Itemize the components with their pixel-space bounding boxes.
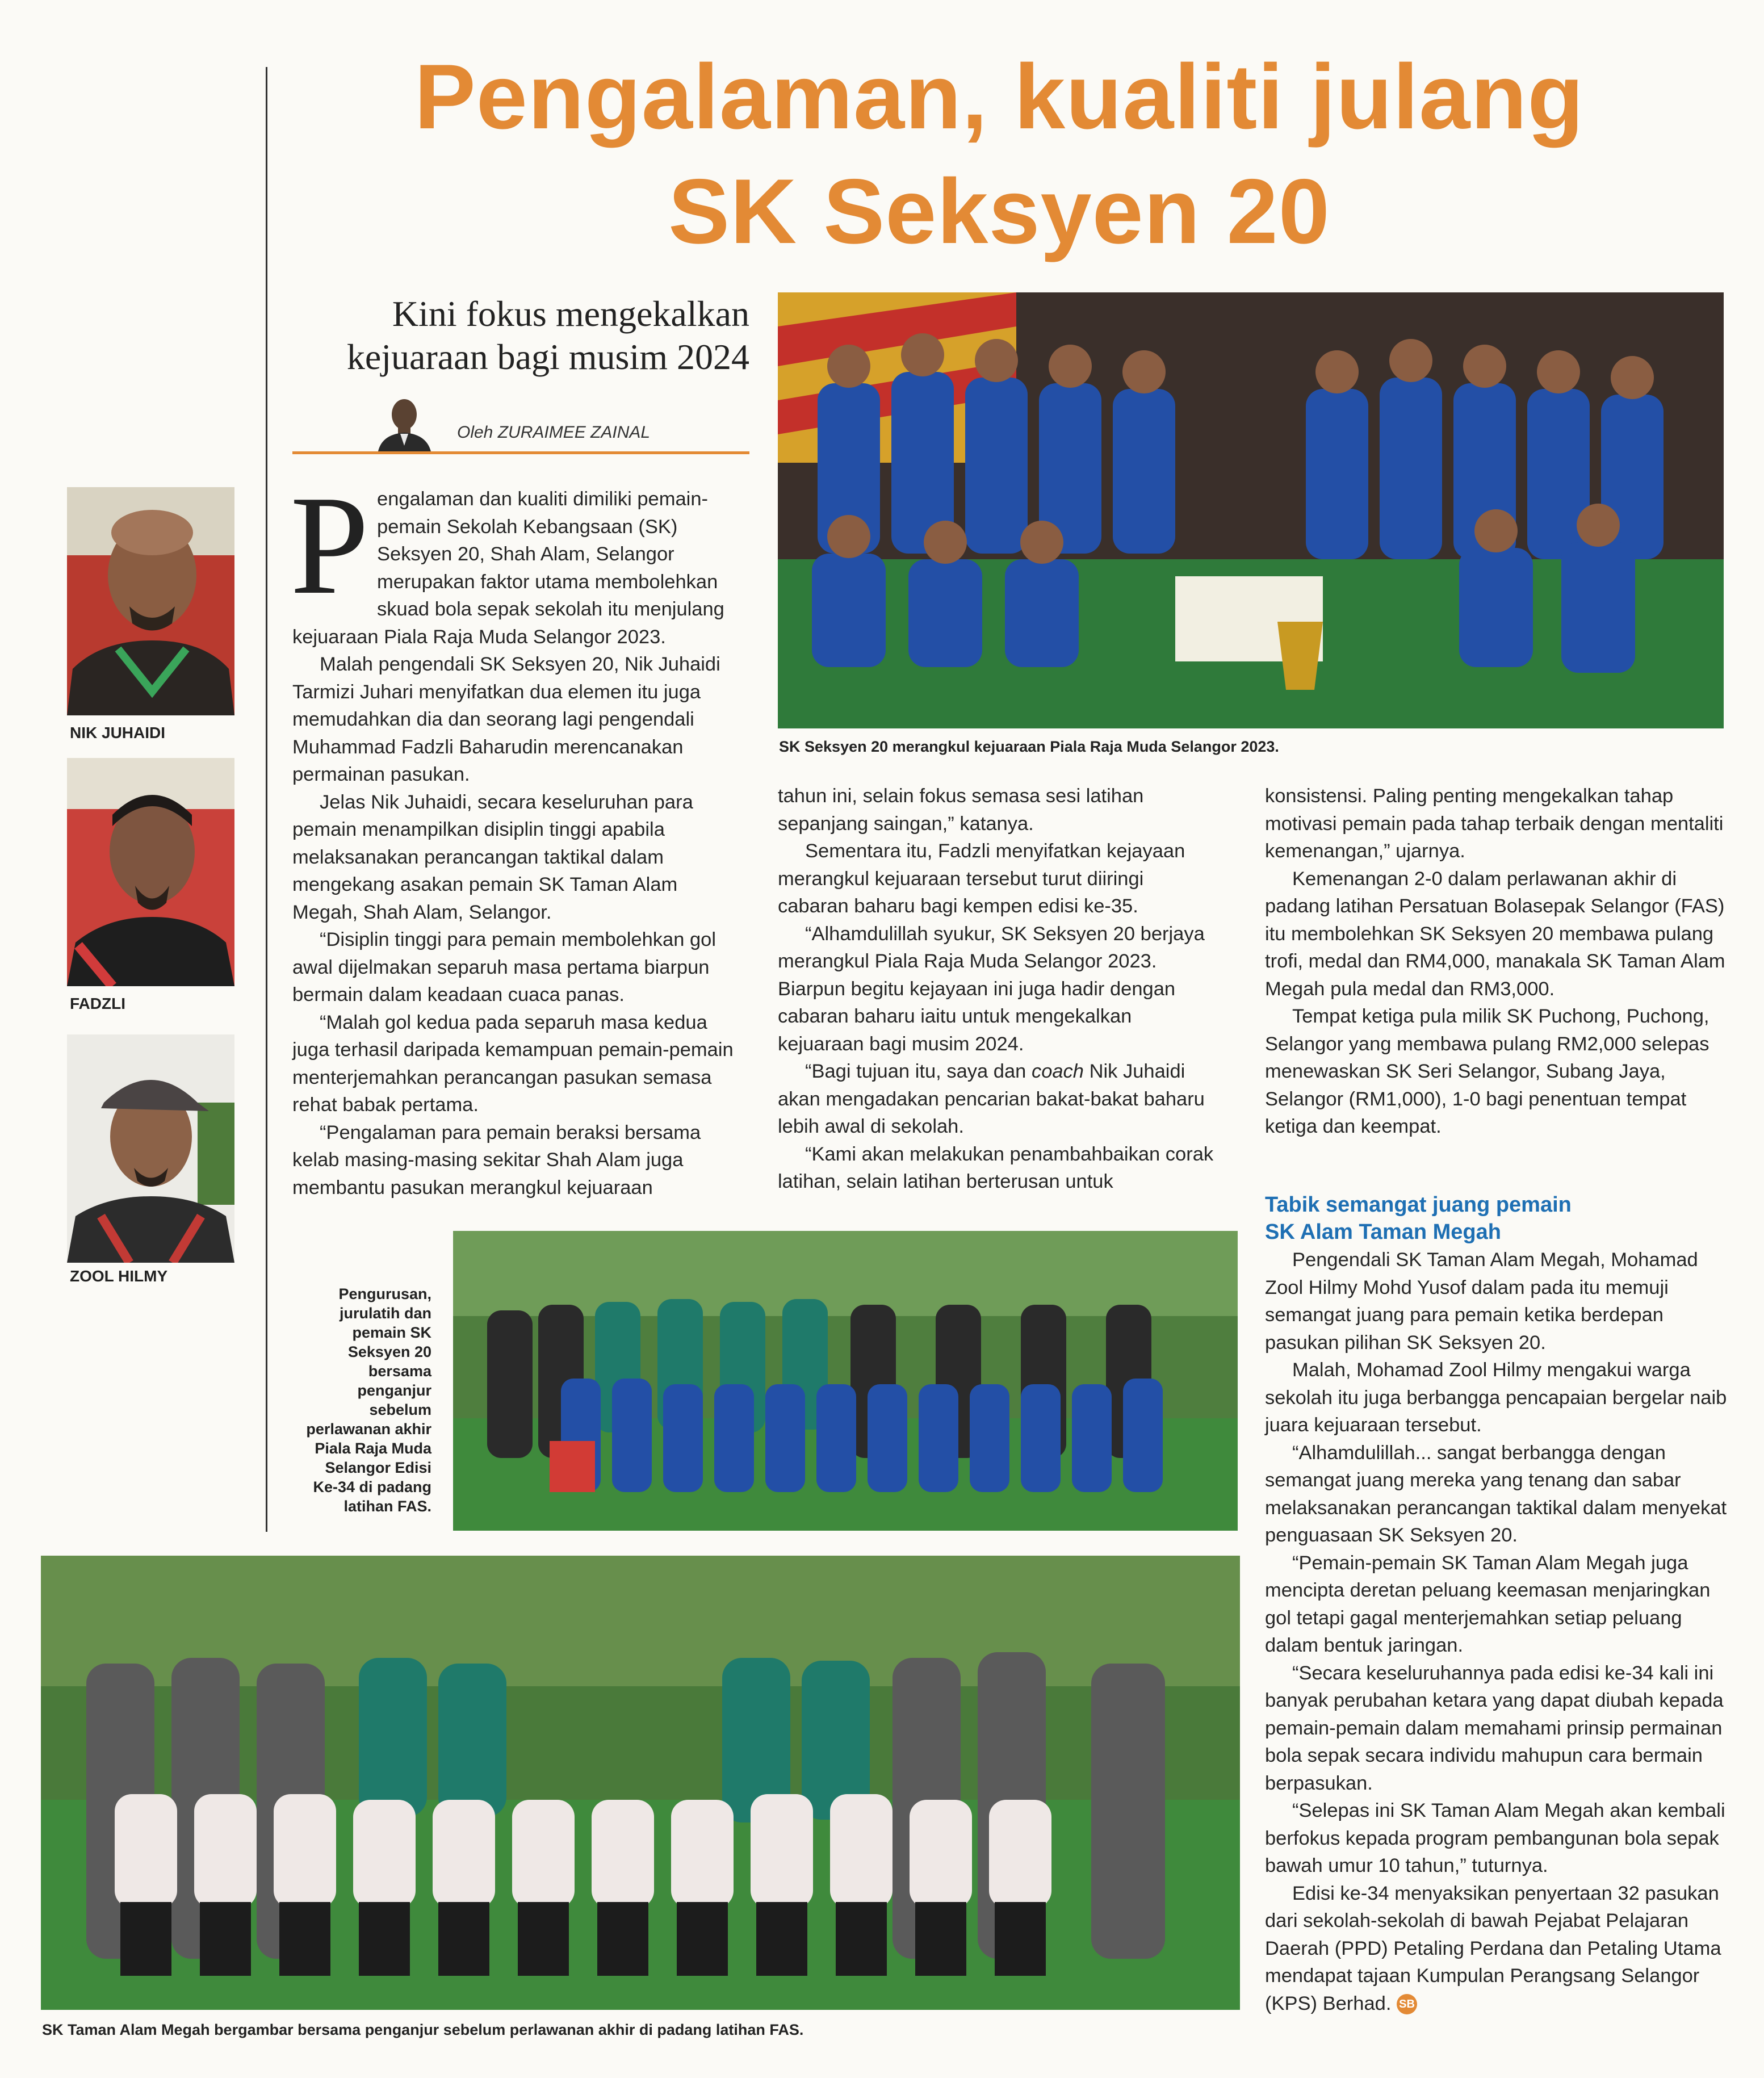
portrait-label-nik-juhaidi: NIK JUHAIDI: [70, 724, 166, 741]
portrait-zool-hilmy: [67, 1034, 234, 1263]
article-paragraph: engalaman dan kualiti dimiliki pemain-pemain Sekolah Kebangsaan (SK) Seksyen 20, Shah Alam, Selangor merupakan faktor utama membolehkan skuad bola sepak sekolah itu menjulang kejuaraan Piala Raja Muda Selangor 2023.: [292, 488, 724, 648]
caption-line: latihan FAS.: [343, 1498, 431, 1515]
byline: Oleh ZURAIMEE ZAINAL: [457, 423, 651, 442]
kicker-line-2: kejuaraan bagi musim 2024: [346, 337, 749, 377]
article-paragraph: tahun ini, selain fokus semasa sesi latihan sepanjang saingan,” katanya.: [778, 785, 1144, 835]
article-column-3b: [1265, 1246, 1728, 2017]
article-paragraph: Sementara itu, Fadzli menyifatkan kejayaan merangkul kejuaraan tersebut turut diiringi cabaran baharu bagi kempen edisi ke-35.: [778, 840, 1185, 917]
caption-line: Selangor Edisi: [325, 1459, 431, 1476]
article-paragraph: Malah, Mohamad Zool Hilmy mengakui warga sekolah itu juga berbangga pencapaian bergelar naib juara kejuaraan tersebut.: [1265, 1359, 1727, 1436]
article-paragraph: Pengendali SK Taman Alam Megah, Mohamad Zool Hilmy Mohd Yusof dalam pada itu memuji semangat juang para pemain ketika berdepan pasukan pilihan SK Seksyen 20.: [1265, 1249, 1698, 1354]
caption-line: Ke-34 di padang: [313, 1478, 431, 1495]
headline: [267, 40, 1732, 269]
column-divider: [266, 67, 267, 1532]
article-text-italic: coach: [1031, 1061, 1084, 1082]
article-text: Edisi ke-34 menyaksikan penyertaan 32 pasukan dari sekolah-sekolah di bawah Pejabat Pelajaran Daerah (PPD) Petaling Perdana dan Petaling Utama mendapat tajaan Kumpulan Perangsang Selangor (KPS) Berhad.: [1265, 1882, 1721, 2014]
article-paragraph: [778, 1058, 1218, 1141]
caption-line: penganjur: [357, 1382, 431, 1399]
article-paragraph: “Disiplin tinggi para pemain membolehkan gol awal dijelmakan separuh masa pertama biarpun bermain dalam keadaan cuaca panas.: [292, 929, 717, 1006]
main-team-photo: [778, 292, 1724, 728]
article-paragraph: Jelas Nik Juhaidi, secara keseluruhan para pemain menampilkan disiplin tinggi apabila melaksanakan perancangan taktikal dalam mengekang asakan pemain SK Taman Alam Megah, Shah Alam, Selangor.: [292, 791, 693, 923]
caption-middle-photo: [295, 1284, 431, 1516]
article-paragraph: [1265, 1880, 1728, 2018]
subhead: [1265, 1191, 1728, 1246]
caption-line: Piala Raja Muda: [315, 1440, 431, 1457]
byline-rule: [292, 451, 749, 454]
article-paragraph: Malah pengendali SK Seksyen 20, Nik Juhaidi Tarmizi Juhari menyifatkan dua elemen itu juga memudahkan dia dan seorang lagi pengendali Muhammad Fadzli Baharudin merencanakan permainan pasukan.: [292, 653, 720, 785]
caption-line: jurulatih dan: [340, 1305, 431, 1322]
subhead-line-2: SK Alam Taman Megah: [1265, 1220, 1501, 1244]
portrait-label-zool-hilmy: ZOOL HILMY: [70, 1267, 168, 1285]
portrait-nik-juhaidi: [67, 487, 234, 715]
subhead-line-1: Tabik semangat juang pemain: [1265, 1193, 1572, 1217]
article-paragraph: “Pengalaman para pemain beraksi bersama kelab masing-masing sekitar Shah Alam juga membantu pasukan merangkul kejuaraan: [292, 1121, 701, 1199]
caption-line: Pengurusan,: [338, 1285, 431, 1302]
caption-bottom-photo: SK Taman Alam Megah bergambar bersama penganjur sebelum perlawanan akhir di padang latihan FAS.: [42, 2021, 804, 2038]
caption-line: pemain SK: [352, 1324, 431, 1341]
end-mark: SB: [1397, 1994, 1417, 2014]
headline-line-1: Pengalaman, kualiti julang: [414, 45, 1585, 148]
article-paragraph: Tempat ketiga pula milik SK Puchong, Puchong, Selangor yang membawa pulang RM2,000 selepas menewaskan SK Seri Selangor, Subang Jaya, Selangor (RM1,000), 1-0 bagi penentuan tempat ketiga dan keempat.: [1265, 1006, 1709, 1137]
caption-line: sebelum: [369, 1401, 431, 1418]
byline-photo: [372, 392, 437, 454]
article-paragraph: “Selepas ini SK Taman Alam Megah akan kembali berfokus kepada program pembangunan bola sepak bawah umur 10 tahun,” tuturnya.: [1265, 1800, 1725, 1876]
middle-team-photo: [453, 1231, 1238, 1531]
article-text: Nik Juhaidi akan mengadakan pencarian bakat-bakat baharu lebih awal di sekolah.: [778, 1061, 1205, 1137]
kicker: [295, 292, 749, 379]
article-paragraph: “Secara keseluruhannya pada edisi ke-34 kali ini banyak perubahan ketara yang dapat diubah kepada pemain-pemain dalam memahami prinsip permainan bola sepak secara individu mahupun cara bermain berpasukan.: [1265, 1662, 1724, 1794]
kicker-line-1: Kini fokus mengekalkan: [392, 294, 749, 334]
bottom-team-photo: [41, 1556, 1240, 2010]
article-text: “Bagi tujuan itu, saya dan: [805, 1061, 1032, 1082]
article-column-1: [290, 467, 747, 1201]
article-paragraph: “Malah gol kedua pada separuh masa kedua juga terhasil daripada kemampuan pemain-pemain menterjemahkan perancangan pasukan semasa rehat babak pertama.: [292, 1011, 734, 1116]
drop-cap: P: [290, 467, 370, 624]
article-column-2: [778, 782, 1218, 1196]
portrait-label-fadzli: FADZLI: [70, 995, 125, 1012]
caption-line: bersama: [368, 1363, 431, 1380]
article-paragraph: “Pemain-pemain SK Taman Alam Megah juga mencipta deretan peluang keemasan menjaringkan gol tetapi gagal menterjemahkan setiap peluang dalam bentuk jaringan.: [1265, 1552, 1711, 1656]
portrait-fadzli: [67, 758, 234, 986]
article-paragraph: “Kami akan melakukan penambahbaikan corak latihan, selain latihan berterusan untuk: [778, 1143, 1214, 1192]
caption-line: Seksyen 20: [347, 1343, 431, 1360]
article-paragraph: Kemenangan 2-0 dalam perlawanan akhir di padang latihan Persatuan Bolasepak Selangor (FAS) itu membolehkan SK Seksyen 20 membawa pulang trofi, medal dan RM4,000, manakala SK Taman Alam Megah pula medal dan RM3,000.: [1265, 868, 1725, 1000]
article-paragraph: konsistensi. Paling penting mengekalkan tahap motivasi pemain pada tahap terbaik dengan mentaliti kemenangan,” ujarnya.: [1265, 785, 1724, 862]
caption-main-photo: SK Seksyen 20 merangkul kejuaraan Piala Raja Muda Selangor 2023.: [779, 738, 1279, 755]
article-paragraph: “Alhamdulillah... sangat berbangga dengan semangat juang mereka yang tenang dan sabar melaksanakan perancangan taktikal dalam menyekat penguasaan SK Seksyen 20.: [1265, 1442, 1727, 1546]
article-column-3: [1265, 782, 1728, 1141]
article-paragraph: “Alhamdulillah syukur, SK Seksyen 20 berjaya merangkul Piala Raja Muda Selangor 2023. Biarpun begitu kejayaan ini juga hadir dengan cabaran baharu iaitu untuk mengekalkan kejuaraan bagi musim 2024.: [778, 923, 1205, 1055]
headline-line-2: SK Seksyen 20: [668, 160, 1330, 263]
caption-line: perlawanan akhir: [306, 1421, 431, 1438]
